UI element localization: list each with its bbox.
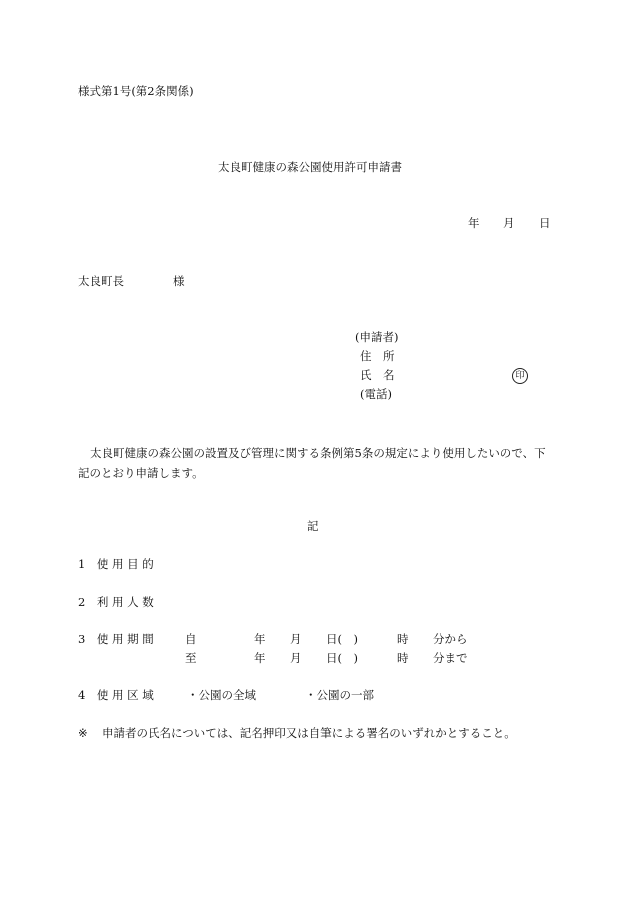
area-label: 4 使 用 区 域 xyxy=(78,688,154,702)
period-from-minute: 分から xyxy=(433,632,468,646)
applicant-header: (申請者) xyxy=(355,330,399,344)
seal-icon: 印 xyxy=(512,368,528,384)
item-count: 2 利 用 人 数 xyxy=(78,595,154,609)
document-title: 太良町健康の森公園使用許可申請書 xyxy=(218,160,402,174)
period-to-year: 年 xyxy=(254,651,266,665)
area-option-all: ・公園の全域 xyxy=(187,688,256,702)
period-to-minute: 分まで xyxy=(433,651,468,665)
period-to-prefix: 至 xyxy=(185,651,197,665)
applicant-name-label: 氏 名 xyxy=(360,368,395,382)
area-option-part: ・公園の一部 xyxy=(305,688,374,702)
period-label: 3 使 用 期 間 xyxy=(78,632,154,646)
addressee-name: 太良町長 xyxy=(78,274,124,288)
date-year: 年 xyxy=(468,216,480,230)
applicant-address-label: 住 所 xyxy=(360,349,395,363)
form-number: 様式第1号(第2条関係) xyxy=(78,84,194,98)
period-from-prefix: 自 xyxy=(185,632,197,646)
date-day: 日 xyxy=(539,216,551,230)
period-to-month: 月 xyxy=(290,651,302,665)
period-from-hour: 時 xyxy=(397,632,409,646)
date-month: 月 xyxy=(503,216,515,230)
period-to-hour: 時 xyxy=(397,651,409,665)
period-to-day: 日( ) xyxy=(326,651,358,665)
note-mark: ※ xyxy=(78,726,88,740)
period-from-day: 日( ) xyxy=(326,632,358,646)
ki-heading: 記 xyxy=(307,519,319,533)
addressee-honorific: 様 xyxy=(173,274,185,288)
body-paragraph: 太良町健康の森公園の設置及び管理に関する条例第5条の規定により使用したいので、下記のとおり申請します。 xyxy=(78,446,546,480)
period-from-year: 年 xyxy=(254,632,266,646)
applicant-phone-label: (電話) xyxy=(360,387,392,401)
item-purpose: 1 使 用 目 的 xyxy=(78,557,154,571)
note-text: 申請者の氏名については、記名押印又は自筆による署名のいずれかとすること。 xyxy=(102,726,516,740)
period-from-month: 月 xyxy=(290,632,302,646)
